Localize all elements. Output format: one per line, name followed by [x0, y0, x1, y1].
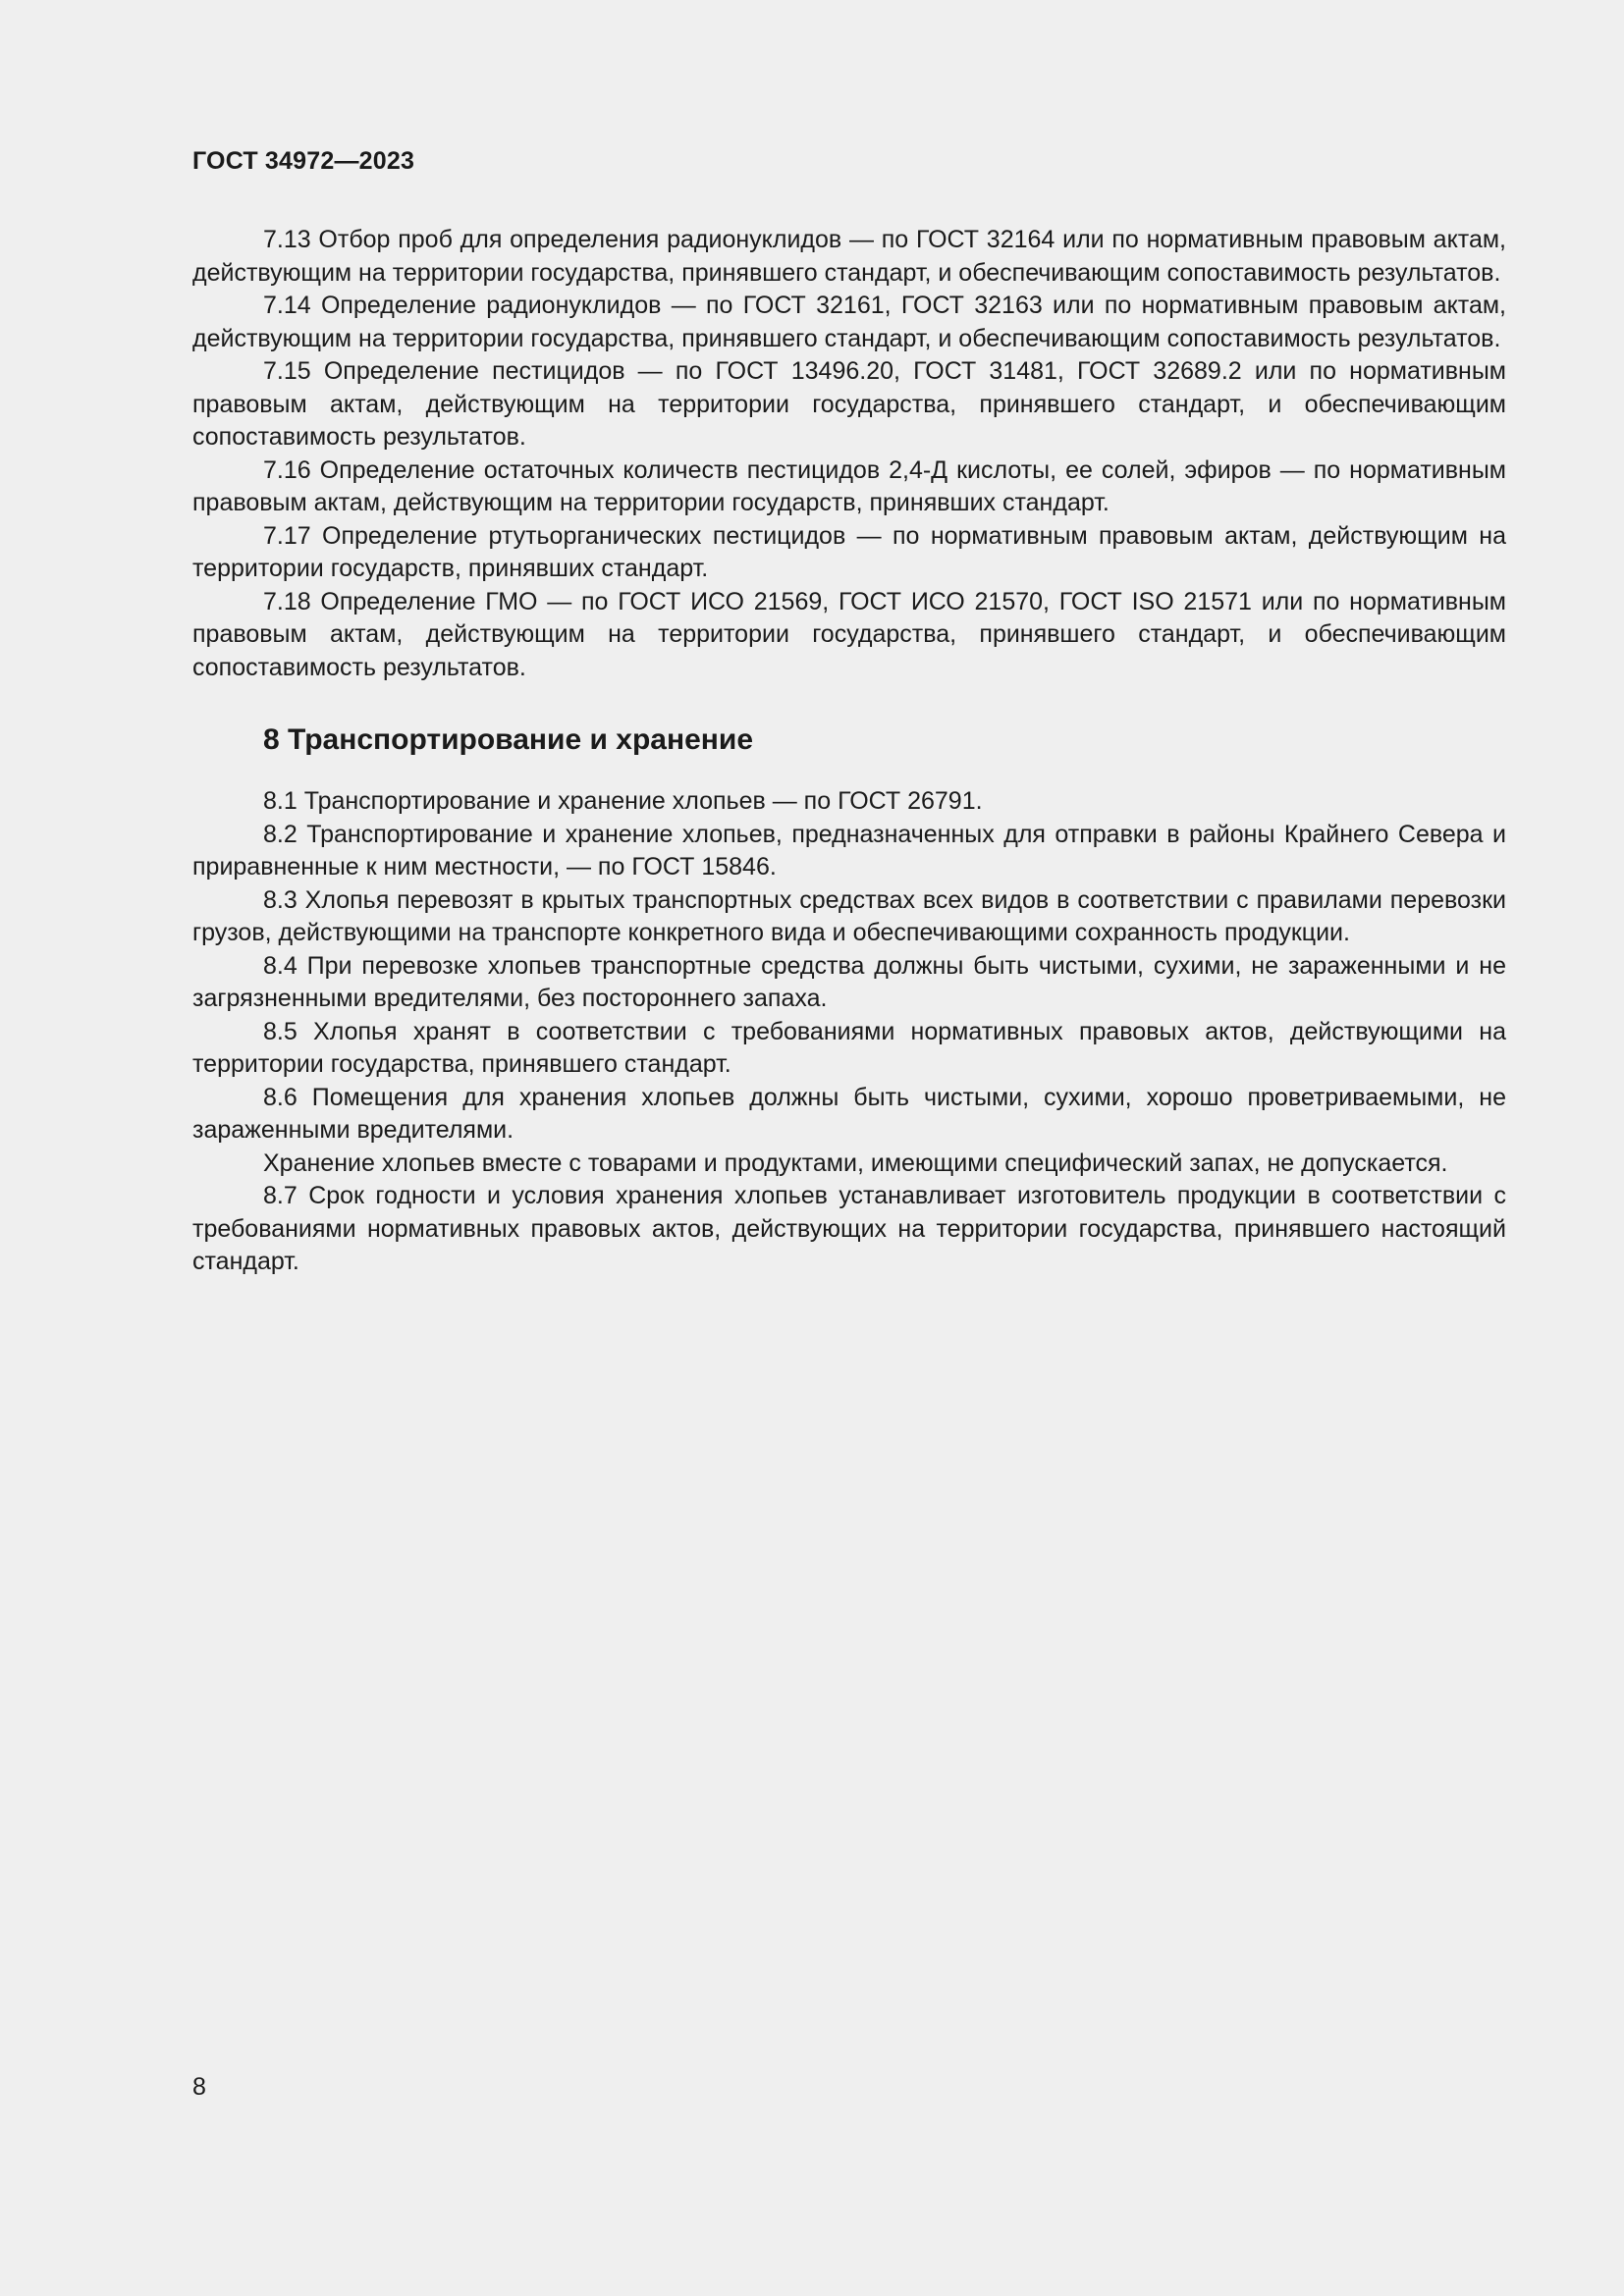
paragraph-7-13: 7.13 Отбор проб для определения радионуклидов — по ГОСТ 32164 или по нормативным правовым актам, действующим на территории государства, принявшего стандарт, и обеспечивающим сопоставимость результатов. — [192, 226, 1506, 287]
page-number: 8 — [192, 2073, 206, 2101]
paragraph-7-16: 7.16 Определение остаточных количеств пестицидов 2,4-Д кислоты, ее солей, эфиров — по нормативным правовым актам, действующим на территории государств, принявших стандарт. — [192, 455, 1506, 516]
paragraph-7-17: 7.17 Определение ртутьорганических пестицидов — по нормативным правовым актам, действующим на территории государств, принявших стандарт. — [192, 521, 1506, 582]
paragraph-8-3: 8.3 Хлопья перевозят в крытых транспортных средствах всех видов в соответствии с правилами перевозки грузов, действующими на транспорте конкретного вида и обеспечивающими сохранность продукции. — [192, 885, 1506, 946]
paragraph-7-15: 7.15 Определение пестицидов — по ГОСТ 13496.20, ГОСТ 31481, ГОСТ 32689.2 или по нормативным правовым актам, действующим на территории государства, принявшего стандарт, и обеспечивающим сопоставимость результатов. — [192, 357, 1506, 451]
paragraph-8-7: 8.7 Срок годности и условия хранения хлопьев устанавливает изготовитель продукции в соответствии с требованиями нормативных правовых актов, действующих на территории государства, принявшего настоящий стандарт. — [192, 1182, 1506, 1275]
paragraph-8-2: 8.2 Транспортирование и хранение хлопьев, предназначенных для отправки в районы Крайнего Севера и приравненные к ним местности, — по ГОСТ 15846. — [192, 820, 1506, 881]
standard-id-header: ГОСТ 34972—2023 — [192, 147, 415, 175]
paragraph-8-5: 8.5 Хлопья хранят в соответствии с требованиями нормативных правовых актов, действующими на территории государства, принявшего стандарт. — [192, 1017, 1506, 1078]
paragraph-8-6-storage-note: Хранение хлопьев вместе с товарами и продуктами, имеющими специфический запах, не допускается. — [263, 1148, 1448, 1177]
document-body — [192, 224, 1506, 1279]
paragraph-8-6: 8.6 Помещения для хранения хлопьев должны быть чистыми, сухими, хорошо проветриваемыми, не зараженными вредителями. — [192, 1083, 1506, 1144]
paragraph-7-18: 7.18 Определение ГМО — по ГОСТ ИСО 21569, ГОСТ ИСО 21570, ГОСТ ISO 21571 или по нормативным правовым актам, действующим на территории государства, принявшего стандарт, и обеспечивающим сопоставимость результатов. — [192, 587, 1506, 681]
paragraph-8-4: 8.4 При перевозке хлопьев транспортные средства должны быть чистыми, сухими, не зараженными и не загрязненными вредителями, без постороннего запаха. — [192, 951, 1506, 1012]
paragraph-8-1: 8.1 Транспортирование и хранение хлопьев — по ГОСТ 26791. — [263, 787, 983, 815]
section-8-title: 8 Транспортирование и хранение — [263, 723, 754, 756]
paragraph-7-14: 7.14 Определение радионуклидов — по ГОСТ 32161, ГОСТ 32163 или по нормативным правовым актам, действующим на территории государства, принявшего стандарт, и обеспечивающим сопоставимость результатов. — [192, 292, 1506, 352]
